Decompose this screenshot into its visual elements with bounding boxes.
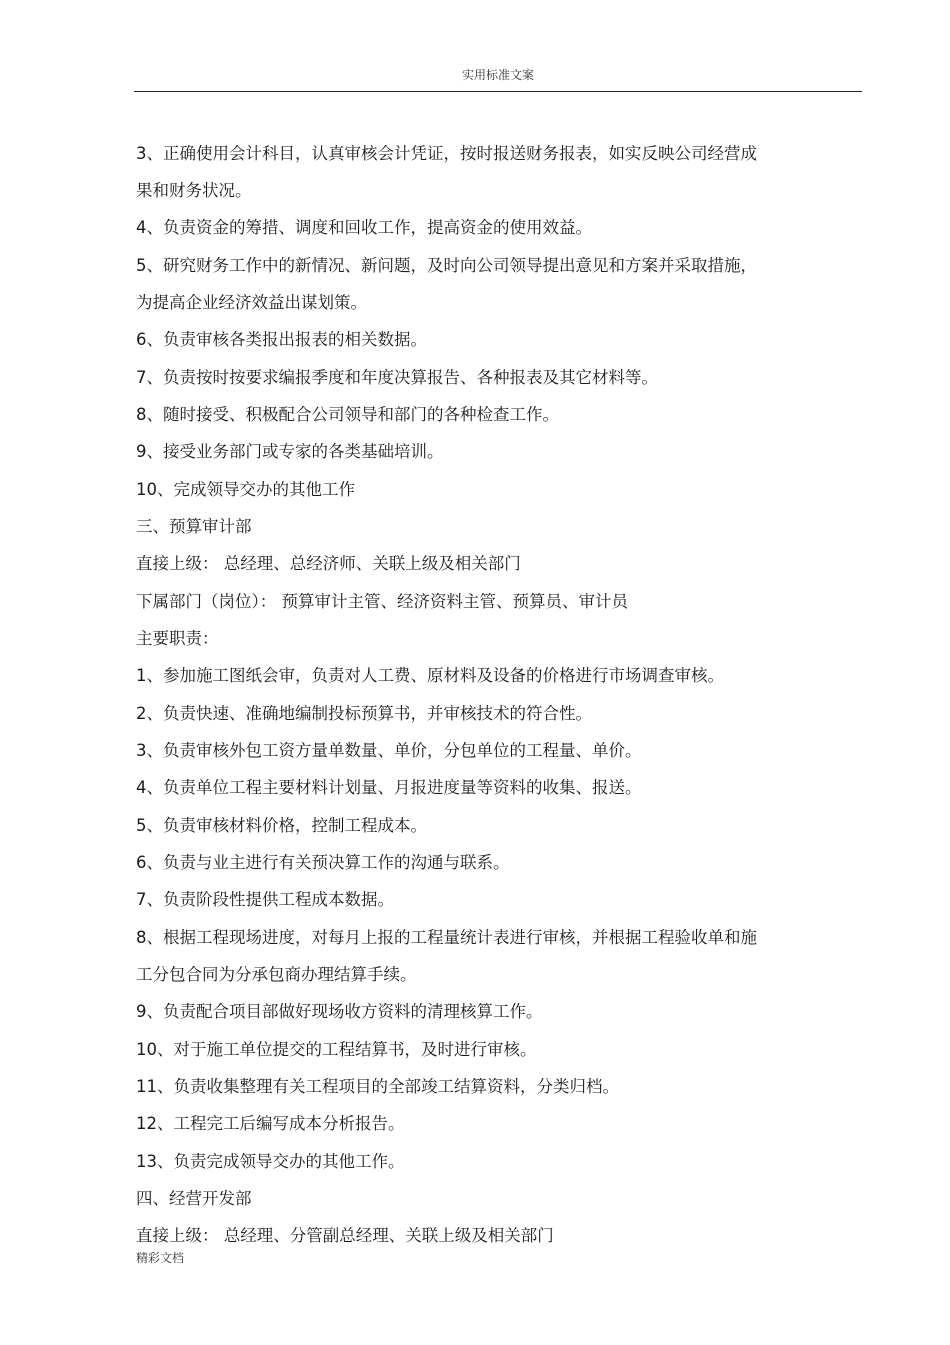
body-line: 7、负责阶段性提供工程成本数据。 (136, 890, 394, 909)
body-line: 5、研究财务工作中的新情况、新问题，及时向公司领导提出意见和方案并采取措施， (136, 256, 757, 275)
body-line: 6、负责审核各类报出报表的相关数据。 (136, 330, 427, 349)
page-footer: 精彩文档 (136, 1251, 185, 1265)
body-line: 12、工程完工后编写成本分析报告。 (136, 1114, 405, 1133)
body-line: 工分包合同为分承包商办理结算手续。 (136, 965, 417, 984)
body-line: 主要职责： (136, 629, 219, 648)
body-line: 10、完成领导交办的其他工作 (136, 480, 355, 499)
header-divider (134, 91, 862, 92)
body-line: 9、负责配合项目部做好现场收方资料的清理核算工作。 (136, 1002, 543, 1021)
section-heading: 四、经营开发部 (136, 1189, 252, 1208)
body-line: 4、负责单位工程主要材料计划量、月报进度量等资料的收集、报送。 (136, 778, 642, 797)
body-line: 4、负责资金的筹措、调度和回收工作，提高资金的使用效益。 (136, 218, 592, 237)
body-line: 5、负责审核材料价格，控制工程成本。 (136, 816, 427, 835)
body-line: 11、负责收集整理有关工程项目的全部竣工结算资料，分类归档。 (136, 1077, 619, 1096)
body-line: 2、负责快速、准确地编制投标预算书，并审核技术的符合性。 (136, 704, 592, 723)
body-line: 3、负责审核外包工资方量单数量、单价，分包单位的工程量、单价。 (136, 741, 642, 760)
body-line: 为提高企业经济效益出谋划策。 (136, 293, 367, 312)
body-line: 9、接受业务部门或专家的各类基础培训。 (136, 442, 444, 461)
body-line: 6、负责与业主进行有关预决算工作的沟通与联系。 (136, 853, 510, 872)
body-line: 8、随时接受、积极配合公司领导和部门的各种检查工作。 (136, 405, 559, 424)
body-line: 13、负责完成领导交办的其他工作。 (136, 1152, 405, 1171)
body-line: 直接上级： 总经理、总经济师、关联上级及相关部门 (136, 554, 521, 573)
body-line: 10、对于施工单位提交的工程结算书，及时进行审核。 (136, 1040, 537, 1059)
body-line: 果和财务状况。 (136, 181, 252, 200)
body-line: 8、根据工程现场进度，对每月上报的工程量统计表进行审核，并根据工程验收单和施 (136, 928, 757, 947)
body-line: 3、正确使用会计科目，认真审核会计凭证，按时报送财务报表，如实反映公司经营成 (136, 144, 757, 163)
body-line: 下属部门（岗位）： 预算审计主管、经济资料主管、预算员、审计员 (136, 592, 628, 611)
body-line: 1、参加施工图纸会审，负责对人工费、原材料及设备的价格进行市场调查审核。 (136, 666, 724, 685)
body-line: 直接上级： 总经理、分管副总经理、关联上级及相关部门 (136, 1226, 554, 1245)
section-heading: 三、预算审计部 (136, 517, 252, 536)
body-line: 7、负责按时按要求编报季度和年度决算报告、各种报表及其它材料等。 (136, 368, 658, 387)
page-header: 实用标准文案 (461, 68, 534, 82)
